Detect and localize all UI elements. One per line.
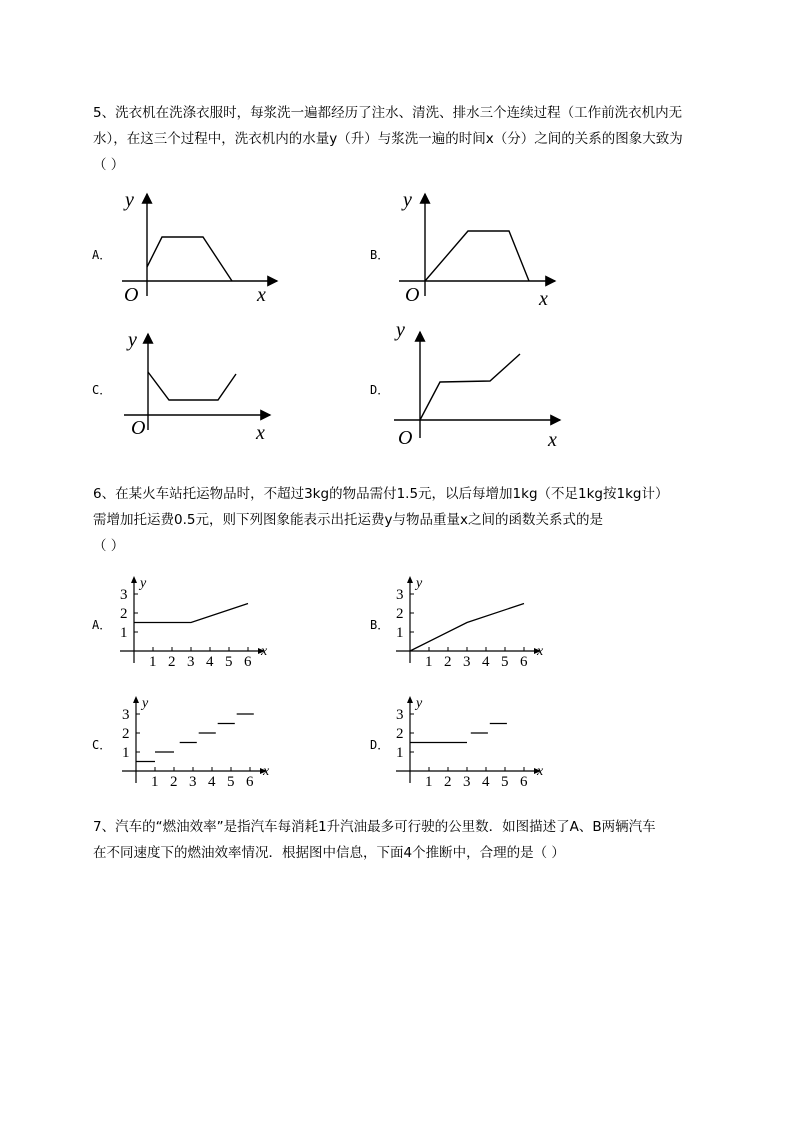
y-axis-arrow: [133, 696, 139, 703]
q5-option-a-label: A．: [92, 248, 112, 262]
y-tick-label: 1: [120, 625, 128, 641]
q5-line2: 水），在这三个过程中，洗衣机内的水量y（升）与浆洗一遍的时间x（分）之间的关系的图象大致为: [93, 131, 683, 147]
x-tick-label: 5: [227, 774, 235, 790]
y-tick-label: 1: [396, 625, 404, 641]
x-tick-label: 5: [501, 654, 509, 670]
q6-graph-b: [396, 575, 546, 670]
q6-line2: 需增加托运费0.5元，则下列图象能表示出托运费y与物品重量x之间的函数关系式的是: [93, 512, 603, 528]
y-label: y: [416, 576, 423, 591]
x-tick-label: 2: [444, 774, 452, 790]
x-tick-label: 1: [425, 774, 433, 790]
y-tick-label: 3: [396, 707, 404, 723]
graph-segment: [134, 604, 248, 623]
x-tick-label: 2: [168, 654, 176, 670]
x-label: x: [539, 288, 548, 310]
y-tick-label: 2: [396, 606, 404, 622]
graph-line: [425, 231, 529, 281]
q6-graph-d: [396, 695, 546, 790]
y-tick-label: 3: [396, 587, 404, 603]
q7-line1: 7、汽车的“燃油效率”是指汽车每消耗1升汽油最多可行驶的公里数．如图描述了A、B两辆汽车: [93, 819, 656, 835]
y-label: y: [416, 696, 423, 711]
y-tick-label: 1: [122, 745, 130, 761]
q5-option-c-label: C．: [92, 383, 112, 397]
q5-graph-c: [118, 328, 288, 448]
q5-line1: 5、洗衣机在洗涤衣服时，每浆洗一遍都经历了注水、清洗、排水三个连续过程（工作前洗衣机内无: [93, 105, 683, 121]
q6-line3: （ ）: [93, 538, 125, 554]
graph-line: [147, 237, 232, 281]
y-label: y: [142, 696, 149, 711]
y-label: y: [128, 329, 137, 351]
x-tick-label: 5: [501, 774, 509, 790]
y-tick-label: 3: [120, 587, 128, 603]
x-tick-label: 5: [225, 654, 233, 670]
x-tick-label: 4: [206, 654, 214, 670]
x-tick-label: 4: [482, 774, 490, 790]
origin-label: O: [398, 427, 413, 449]
q6-graph-c: [122, 695, 272, 790]
y-axis-arrow: [131, 576, 137, 583]
y-axis-arrow: [407, 696, 413, 703]
y-label: y: [125, 189, 134, 211]
q5-graph-d: [390, 318, 570, 451]
graph-line: [420, 354, 520, 420]
x-label: x: [261, 644, 268, 659]
x-label: x: [263, 764, 270, 779]
x-tick-label: 2: [170, 774, 178, 790]
q6-graph-a: [120, 575, 270, 670]
x-label: x: [256, 422, 265, 444]
y-label: y: [140, 576, 147, 591]
x-tick-label: 4: [482, 654, 490, 670]
graph-line: [148, 372, 236, 400]
q5-graph-a: [115, 188, 285, 308]
y-tick-label: 1: [396, 745, 404, 761]
q5-line3: （ ）: [93, 157, 125, 173]
x-tick-label: 1: [149, 654, 157, 670]
x-tick-label: 6: [520, 654, 528, 670]
origin-label: O: [131, 417, 146, 439]
y-tick-label: 2: [120, 606, 128, 622]
x-tick-label: 4: [208, 774, 216, 790]
x-tick-label: 6: [246, 774, 254, 790]
q6-option-d-label: D．: [370, 738, 390, 752]
x-tick-label: 2: [444, 654, 452, 670]
x-tick-label: 6: [244, 654, 252, 670]
x-tick-label: 1: [151, 774, 159, 790]
q6-option-c-label: C．: [92, 738, 112, 752]
y-label: y: [403, 189, 412, 211]
origin-label: O: [405, 284, 420, 306]
q5-option-b-label: B．: [370, 248, 390, 262]
q7-line2: 在不同速度下的燃油效率情况．根据图中信息，下面4个推断中，合理的是（ ）: [93, 845, 565, 861]
y-tick-label: 3: [122, 707, 130, 723]
x-tick-label: 1: [425, 654, 433, 670]
y-axis-arrow: [407, 576, 413, 583]
y-tick-label: 2: [396, 726, 404, 742]
q5-graph-b: [395, 188, 565, 308]
x-tick-label: 6: [520, 774, 528, 790]
x-label: x: [548, 429, 557, 451]
x-label: x: [257, 284, 266, 306]
x-label: x: [537, 644, 544, 659]
origin-label: O: [124, 284, 139, 306]
x-label: x: [537, 764, 544, 779]
x-tick-label: 3: [463, 654, 471, 670]
graph-segment: [410, 604, 524, 652]
y-label: y: [396, 319, 405, 341]
x-tick-label: 3: [189, 774, 197, 790]
q6-line1: 6、在某火车站托运物品时，不超过3kg的物品需付1.5元，以后每增加1kg（不足1kg按1kg计）: [93, 486, 669, 502]
q5-option-d-label: D．: [370, 383, 390, 397]
q6-option-a-label: A．: [92, 618, 112, 632]
x-tick-label: 3: [187, 654, 195, 670]
q6-option-b-label: B．: [370, 618, 390, 632]
x-tick-label: 3: [463, 774, 471, 790]
y-tick-label: 2: [122, 726, 130, 742]
